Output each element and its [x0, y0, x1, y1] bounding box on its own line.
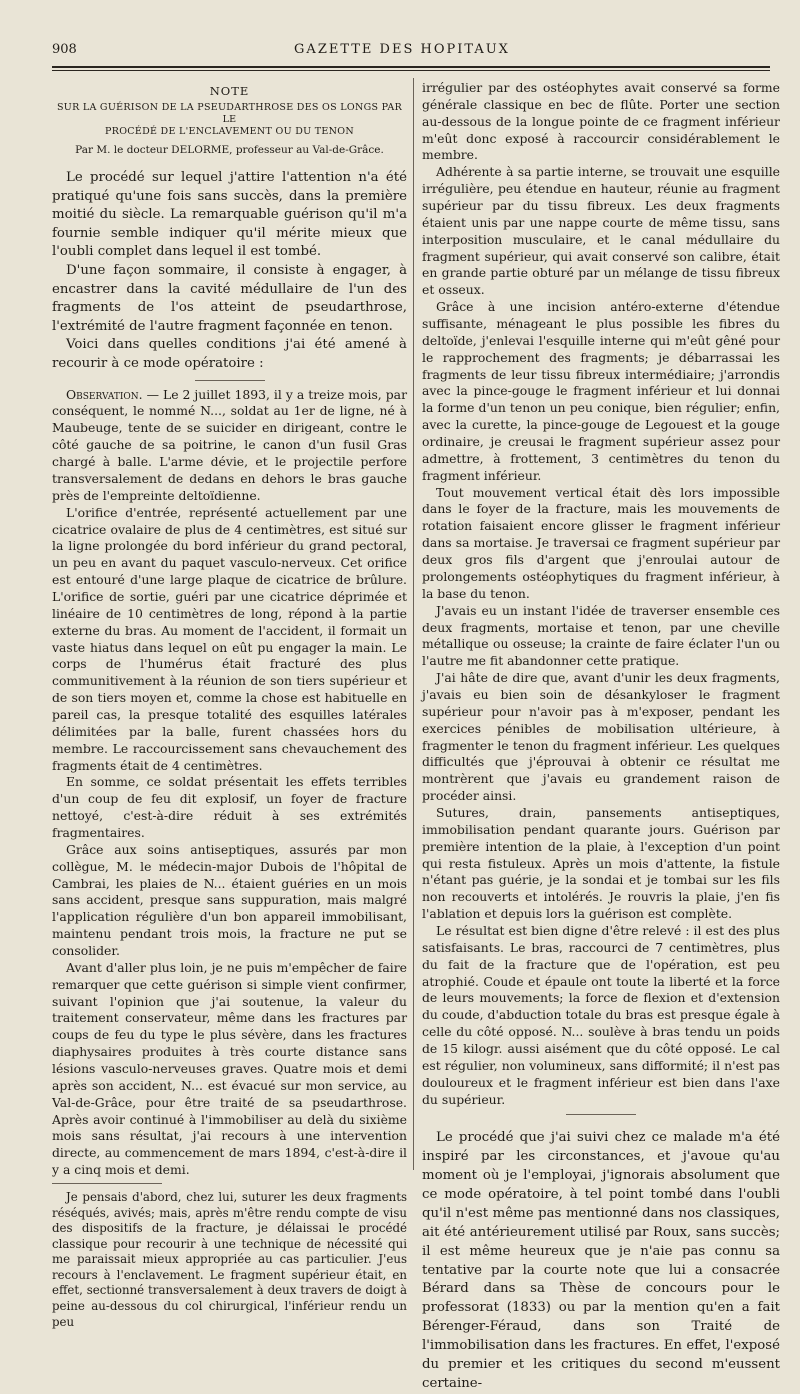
observation-text: — Le 2 juillet 1893, il y a treize mois, par conséquent, le nommé N..., soldat au 1er de ligne, né à Maubeuge, tente de se suicider en dirigeant, contre le côté gauche de sa poitrine, le canon d'un fusil Gras chargé à balle. L'arme dévie, et le projectile perfore transversalement de dedans en dehors le bras gauche près de l'empreinte deltoïdienne. [52, 386, 407, 503]
section-rule [566, 1114, 636, 1115]
footnote-rule [52, 1183, 162, 1184]
section-rule [195, 380, 265, 381]
paragraph: Sutures, drain, pansements antiseptiques, immobilisation pendant quarante jours. Guérison par première intention de la plaie, à l'exception d'un point qui resta fistuleux. Après un mois d'attente, la fistule n'étant pas guérie, je la sondai et je tombai sur les fils non recouverts et intolérés. Je rouvris la plaie, j'en fis l'ablation et depuis lors la guérison est complète. [422, 804, 780, 922]
header-rule [52, 66, 770, 68]
journal-title: GAZETTE DES HOPITAUX [294, 42, 510, 57]
paragraph: Le résultat est bien digne d'être relevé : il est des plus satisfaisants. Le bras, raccourci de 7 centimètres, plus du fait de la fracture que de l'opération, est peu atrophié. Coude et épaule ont toute la liberté et la force de leurs mouvements; la force de flexion et d'extension du coude, d'abduction totale du bras est presque égale à celle du côté opposé. N... soulève à bras tendu un poids de 15 kilogr. aussi aisément que du côté opposé. Le cal est régulier, non volumineux, sans difformité; il n'est pas douloureux et le fragment inférieur est bien dans l'axe du supérieur. [422, 922, 780, 1107]
paragraph: Tout mouvement vertical était dès lors impossible dans le foyer de la fracture, mais les mouvements de rotation faisaient encore glisser le fragment inférieur dans sa mortaise. Je traversai ce fragment supérieur par deux gros fils d'argent que j'enroulai autour de prolongements ostéophytiques du fragment inférieur, à la base du tenon. [422, 484, 780, 601]
observation-label: Observation. [66, 386, 143, 402]
paragraph: Voici dans quelles conditions j'ai été amené à recourir à ce mode opératoire : [52, 337, 407, 372]
page-header [52, 40, 752, 62]
note-subtitle-line2: PROCÉDÉ DE L'ENCLAVEMENT OU DU TENON [105, 126, 354, 138]
page-number: 908 [52, 42, 77, 57]
paragraph: Grâce à une incision antéro-externe d'étendue suffisante, ménageant le plus possible les fibres du deltoïde, j'enlevai l'esquille interne qui m'eût gêné pour le rapprochement des fragments; je débarrassai les fragments de leur tissu fibreux intermédiaire; j'arrondis avec la pince-gouge le fragment inférieur et lui donnai la forme d'un tenon un peu conique, bien régulier; enfin, avec la curette, la pince-gouge de Legouest et la gouge ordinaire, je creusai le fragment supérieur assez pour admettre, à frottement, 3 centimètres du tenon du fragment inférieur. [422, 299, 780, 483]
left-column [52, 80, 407, 1329]
paragraph: irrégulier par des ostéophytes avait conservé sa forme générale classique en bec de flûte. Porter une section au-dessous de la longue pointe de ce fragment inférieur m'eût donc exposé à raccourcir considérablement le membre. [422, 80, 780, 163]
right-column [422, 80, 780, 1391]
note-subtitle-line1: SUR LA GUÉRISON DE LA PSEUDARTHROSE DES OS LONGS PAR LE [56, 101, 403, 125]
column-divider [413, 78, 414, 1170]
paragraph: Le procédé que j'ai suivi chez ce malade m'a été inspiré par les circonstances, et j'avoue qu'au moment où je l'employai, j'ignorais absolument que ce mode opératoire, à tel point tombé dans l'oubli qu'il n'est même pas mentionné dans nos classiques, ait été antérieurement utilisé par Roux, sans succès; il est même heureux que je n'aie pas connu sa tentative par la courte note que lui a consacrée Bérard dans sa Thèse de concours pour le professorat (1833) ou par la mention qu'en a fait Bérenger-Féraud, dans son Traité de l'immobilisation dans les fractures. En effet, l'exposé du premier et les critiques du second m'eussent certaine- [422, 1130, 780, 1391]
paragraph: Avant d'aller plus loin, je ne puis m'empêcher de faire remarquer que cette guérison si simple vient confirmer, suivant l'opinion que j'ai soutenue, la valeur du traitement conservateur, même dans les fractures par coups de feu du type le plus sévère, dans les fractures diaphysaires produites à très courte distance sans lésions vasculo-nerveuses graves. Quatre mois et demi après son accident, N... est évacué sur mon service, au Val-de-Grâce, pour être traité de sa pseudarthrose. Après avoir continué à l'immobiliser au delà du sixième mois sans résultat, j'ai recours à une intervention directe, au commencement de mars 1894, c'est-à-dire il y a cinq mois et demi. [52, 959, 407, 1178]
note-author: Par M. le docteur DELORME, professeur au Val-de-Grâce. [75, 143, 384, 156]
paragraph: J'ai hâte de dire que, avant d'unir les deux fragments, j'avais eu bien soin de désankyloser le fragment supérieur pour n'avoir pas à m'exposer, pendant les exercices pénibles de mobilisation ultérieure, à fragmenter le tenon du fragment inférieur. Les quelques difficultés que j'éprouvai à obtenir ce résultat me montrèrent que j'avais eu grandement raison de procéder ainsi. [422, 670, 780, 804]
paragraph: D'une façon sommaire, il consiste à engager, à encastrer dans la cavité médullaire de l'un des fragments de l'os atteint de pseudarthrose, l'extrémité de l'autre fragment façonnée en tenon. [52, 262, 407, 334]
paragraph: L'orifice d'entrée, représenté actuellement par une cicatrice ovalaire de plus de 4 centimètres, est situé sur la ligne prolongée du bord inférieur du grand pectoral, un peu en avant du paquet vasculo-nerveux. Cet orifice est entouré d'une large plaque de cicatrice de brûlure. L'orifice de sortie, guéri par une cicatrice déprimée et linéaire de 10 centimètres de long, répond à la partie externe du bras. Au moment de l'accident, il formait un vaste hiatus dans lequel on eût pu engager la main. Le corps de l'humérus était fracturé des plus communitivement à la réunion de son tiers supérieur et de son tiers moyen et, comme la chose est habituelle en pareil cas, la presque totalité des esquilles latérales délimitées par la balle, furent chassées hors du membre. Le raccourcissement sans chevauchement des fragments était de 4 centimètres. [52, 504, 407, 773]
observation-paragraph [52, 387, 407, 505]
header-rule-thin [52, 70, 770, 71]
note-title: NOTE [209, 84, 250, 98]
paragraph: Adhérente à sa partie interne, se trouvait une esquille irrégulière, peu étendue en hauteur, réunie au fragment supérieur par du tissu fibreux. Les deux fragments étaient unis par une nappe courte de même tissu, sans interposition musculaire, et le canal médullaire du fragment supérieur, qui avait conservé son calibre, était en grande partie obturé par un mélange de tissu fibreux et osseux. [422, 164, 780, 298]
paragraph: Le procédé sur lequel j'attire l'attention n'a été pratiqué qu'une fois sans succès, dans la première moitié du siècle. La remarquable guérison qu'il m'a fournie semble indiquer qu'il mérite mieux que l'oubli complet dans lequel il est tombé. [52, 169, 407, 260]
paragraph: En somme, ce soldat présentait les effets terribles d'un coup de feu dit explosif, un foyer de fracture nettoyé, c'est-à-dire réduit à ses extrémités fragmentaires. [52, 774, 407, 840]
paragraph: J'avais eu un instant l'idée de traverser ensemble ces deux fragments, mortaise et tenon, par une cheville métallique ou osseuse; la crainte de faire éclater l'un ou l'autre me fit abandonner cette pratique. [422, 602, 780, 669]
paragraph: Grâce aux soins antiseptiques, assurés par mon collègue, M. le médecin-major Dubois de l'hôpital de Cambrai, les plaies de N... étaient guéries en un mois sans accident, presque sans suppuration, mais malgré l'application régulière d'un bon appareil immobilisant, maintenu pendant trois mois, la fracture ne put se consolider. [52, 841, 407, 958]
paragraph: Je pensais d'abord, chez lui, suturer les deux fragments réséqués, avivés; mais, après m'être rendu compte de visu des dispositifs de la fracture, je délaissai le procédé classique pour recourir à une technique de nécessité qui me paraissait mieux appropriée au cas particulier. J'eus recours à l'enclavement. Le fragment supérieur était, en effet, sectionné transversalement à deux travers de doigt à peine au-dessous du col chirurgical, l'inférieur rendu un peu [52, 1190, 407, 1329]
